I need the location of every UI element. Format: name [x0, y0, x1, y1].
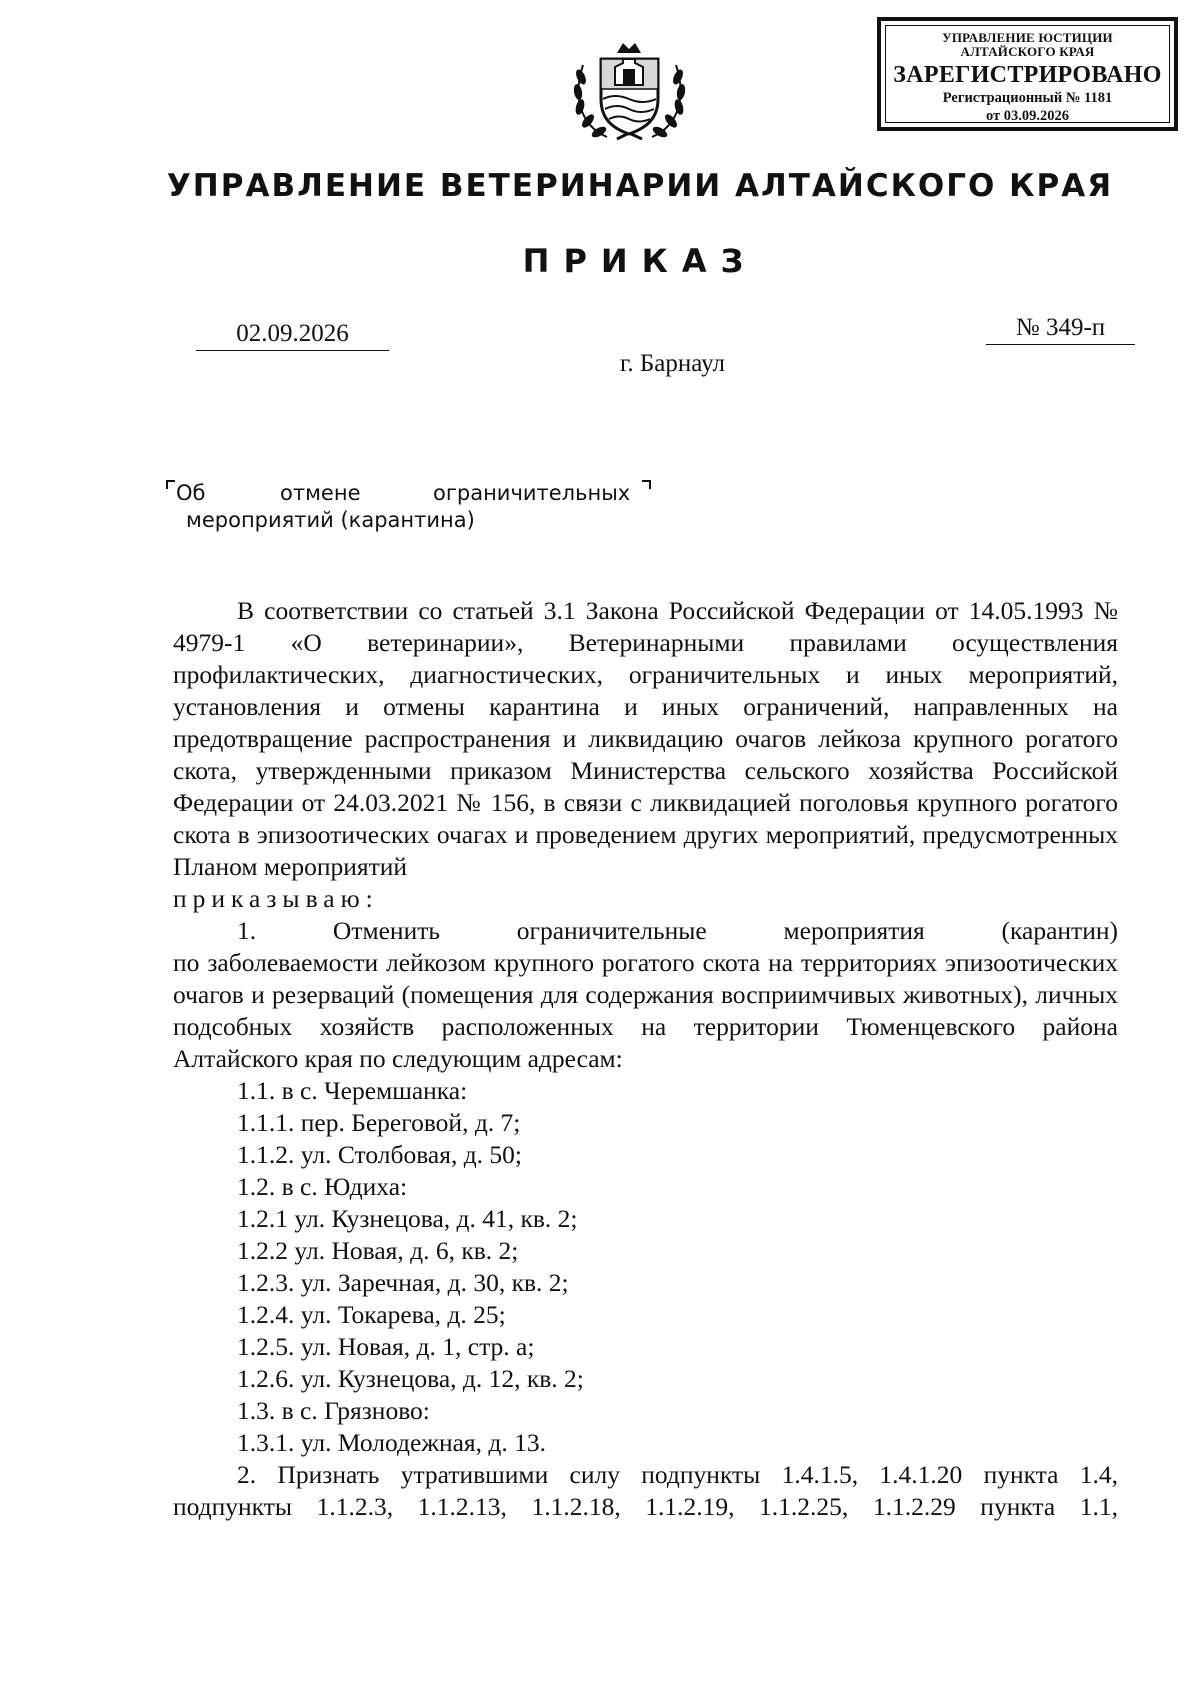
subject-word-3: ограничительных — [433, 481, 631, 505]
stamp-org-line1: УПРАВЛЕНИЕ ЮСТИЦИИ — [942, 30, 1113, 45]
paragraph-2-second-line: подпункты 1.1.2.3, 1.1.2.13, 1.1.2.18, 1.1.2.19, 1.1.2.25, 1.1.2.29 пункта 1.1, — [173, 1492, 1118, 1521]
list-item: 1.1.2. ул. Столбовая, д. 50; — [237, 1140, 523, 1169]
list-item: 1.2.4. ул. Токарева, д. 25; — [237, 1300, 506, 1329]
subject-word-2: отмене — [280, 481, 361, 505]
stamp-inner-border — [885, 25, 1170, 123]
list-item: 1.2.6. ул. Кузнецова, д. 12, кв. 2; — [237, 1364, 584, 1393]
agency-name: УПРАВЛЕНИЕ ВЕТЕРИНАРИИ АЛТАЙСКОГО КРАЯ — [166, 168, 1114, 204]
document-type-title: ПРИКАЗ — [522, 242, 758, 280]
order-city: г. Барнаул — [620, 350, 725, 377]
order-body — [173, 595, 1118, 1523]
list-item: 1.2.5. ул. Новая, д. 1, стр. а; — [237, 1332, 535, 1361]
list-item: 1.1.1. пер. Береговой, д. 7; — [237, 1108, 521, 1137]
list-item: 1.2.3. ул. Заречная, д. 30, кв. 2; — [237, 1268, 569, 1297]
list-item: 1.3.1. ул. Молодежная, д. 13. — [237, 1428, 547, 1457]
altai-krai-coat-of-arms-icon — [567, 37, 692, 150]
list-item: 1.2. в с. Юдиха: — [237, 1172, 408, 1201]
paragraph-1-first-line: 1. Отменить ограничительные мероприятия (карантин) — [237, 916, 1118, 945]
stamp-org — [886, 31, 1169, 59]
stamp-title: ЗАРЕГИСТРИРОВАНО — [893, 62, 1162, 88]
list-item: 1.3. в с. Грязново: — [237, 1396, 430, 1425]
stamp-reg-date: от 03.09.2026 — [985, 108, 1070, 124]
paragraph-1-text: по заболеваемости лейкозом крупного рогатого скота на территориях эпизоотических очагов и резерваций (помещения для содержания восприимчивых животных), личных подсобных хозяйств расположенных на территории Тюменцевского района Алтайского края по следующим адресам: — [173, 948, 1118, 1073]
order-number: № 349-п — [986, 314, 1135, 345]
subject-word-1: Об — [176, 481, 206, 505]
order-word: приказываю: — [173, 884, 379, 913]
stamp-org-line2: АЛТАЙСКОГО КРАЯ — [960, 44, 1095, 59]
paragraph-2-first-line: 2. Признать утратившими силу подпункты 1.4.1.5, 1.4.1.20 пункта 1.4, — [237, 1460, 1118, 1489]
registration-stamp — [877, 17, 1178, 131]
order-subject — [168, 480, 648, 534]
stamp-reg-number: Регистрационный № 1181 — [942, 90, 1113, 106]
subject-line-1 — [168, 480, 648, 507]
subject-bracket-right — [642, 480, 651, 489]
list-item: 1.1. в с. Черемшанка: — [237, 1076, 468, 1105]
order-date: 02.09.2026 — [196, 320, 389, 351]
list-item: 1.2.2 ул. Новая, д. 6, кв. 2; — [237, 1236, 519, 1265]
list-item: 1.2.1 ул. Кузнецова, д. 41, кв. 2; — [237, 1204, 578, 1233]
subject-bracket-left — [166, 480, 175, 489]
preamble-paragraph: В соответствии со статьей 3.1 Закона Российской Федерации от 14.05.1993 № 4979-1 «О ветеринарии», Ветеринарными правилами осуществления профилактических, диагностических, ограничительных и иных мероприятий, установления и отмены карантина и иных ограничений, направленных на предотвращение распространения и ликвидацию очагов лейкоза крупного рогатого скота, утвержденными приказом Министерства сельского хозяйства Российской Федерации от 24.03.2021 № 156, в связи с ликвидацией поголовья крупного рогатого скота в эпизоотических очагах и проведением других мероприятий, предусмотренных Планом мероприятий — [173, 596, 1118, 881]
subject-line-2: мероприятий (карантина) — [186, 508, 475, 532]
